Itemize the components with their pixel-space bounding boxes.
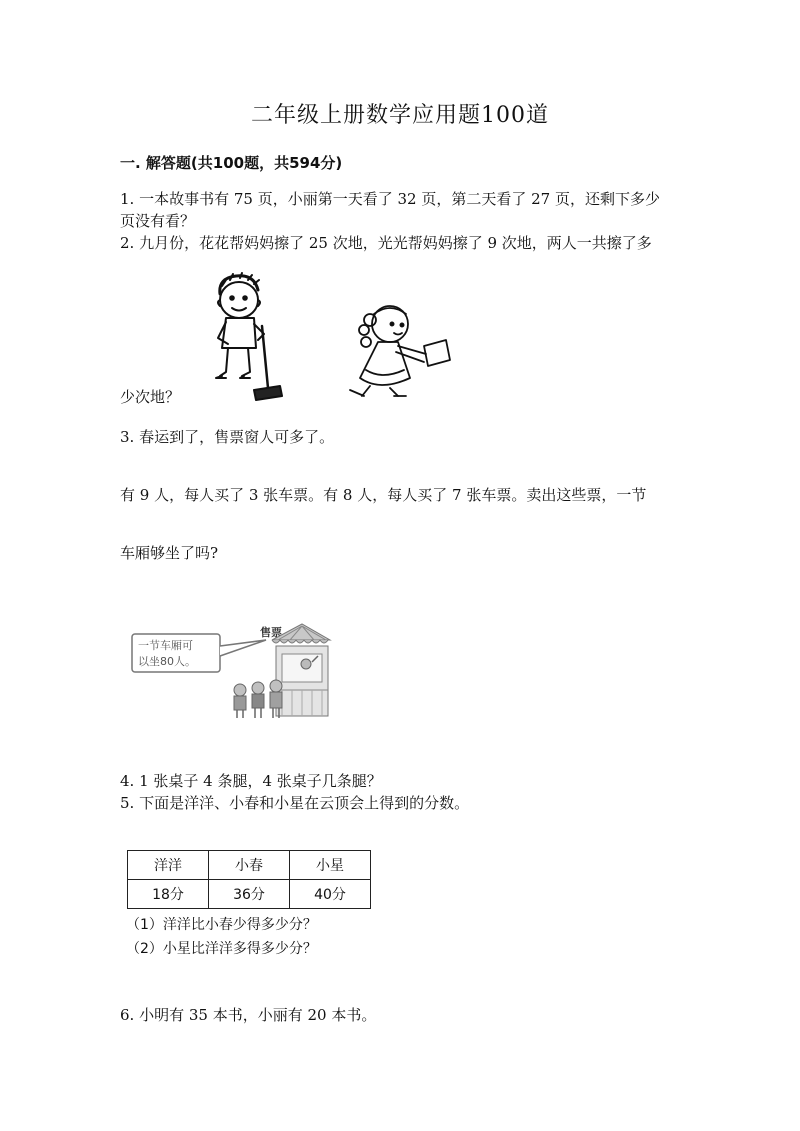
header-xiaoxing: 小星 (290, 851, 371, 880)
q3-line1: 3. 春运到了，售票窗人可多了。 (120, 428, 335, 446)
score-table (127, 850, 371, 909)
q4-text: 4. 1 张桌子 4 条腿，4 张桌子几条腿？ (120, 772, 382, 790)
ticket-booth-illustration (126, 618, 336, 722)
table-row (128, 880, 371, 909)
q1-line2: 页没有看？ (120, 212, 196, 230)
table-row (128, 851, 371, 880)
q6-text: 6. 小明有 35 本书，小丽有 20 本书。 (120, 1006, 377, 1024)
header-xiaochun: 小春 (209, 851, 290, 880)
header-yangyang: 洋洋 (128, 851, 209, 880)
q3-line3: 车厢够坐了吗? (120, 544, 219, 562)
q5-sub2: （2）小星比洋洋多得多少分？ (126, 941, 317, 957)
page-title: 二年级上册数学应用题100道 (251, 103, 549, 128)
score-yangyang: 18分 (128, 880, 209, 909)
score-xiaochun: 36分 (209, 880, 290, 909)
boy-mopping-illustration (208, 272, 288, 408)
q5-sub1: （1）洋洋比小春少得多少分？ (126, 917, 317, 933)
q2-line2: 少次地？ (120, 388, 181, 406)
section-heading: 一. 解答题(共100题，共594分) (120, 154, 343, 172)
booth-sign: 售票 (260, 626, 282, 639)
q3-line2: 有 9 人，每人买了 3 张车票。有 8 人，每人买了 7 张车票。卖出这些票，一节 (120, 486, 647, 504)
q2-line1: 2. 九月份，花花帮妈妈擦了 25 次地，光光帮妈妈擦了 9 次地，两人一共擦了多 (120, 234, 652, 252)
q1-line1: 1. 一本故事书有 75 页，小丽第一天看了 32 页，第二天看了 27 页，还剩下多少 (120, 190, 660, 208)
bubble-line2: 以坐80人。 (138, 655, 196, 668)
girl-cleaning-illustration (340, 300, 470, 398)
q5-text: 5. 下面是洋洋、小春和小星在云顶会上得到的分数。 (120, 794, 470, 812)
score-xiaoxing: 40分 (290, 880, 371, 909)
bubble-line1: 一节车厢可 (138, 639, 193, 652)
